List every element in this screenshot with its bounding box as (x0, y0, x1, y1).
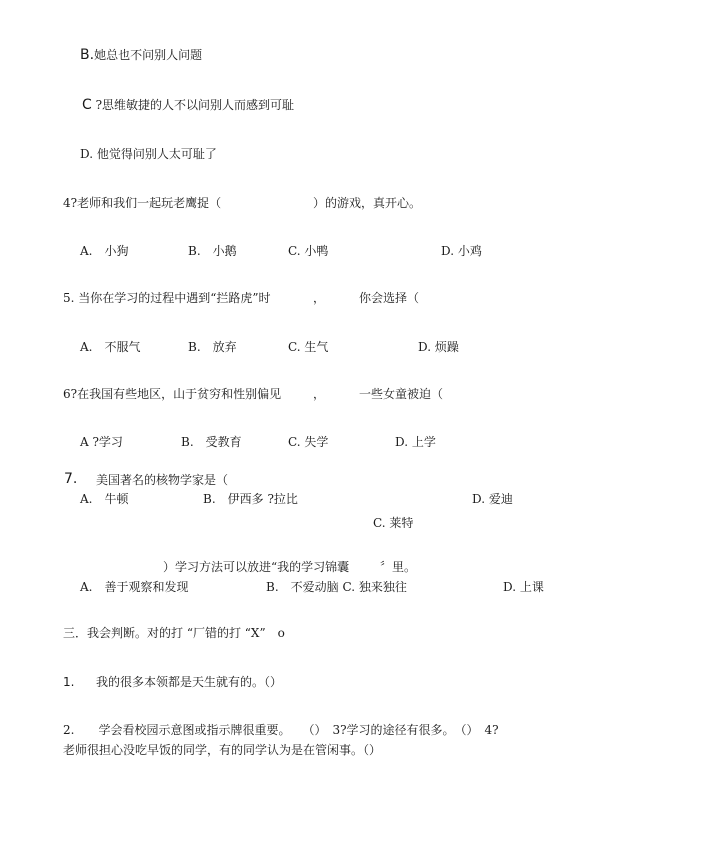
q4-option-a: A. 小狗 (80, 244, 129, 258)
q7-number: 7. (64, 471, 78, 487)
q6-option-c: C. 失学 (288, 435, 329, 449)
q8-stem: ）学习方法可以放进“我的学习锦囊 (163, 560, 350, 574)
q8-option-d: D. 上课 (503, 580, 544, 594)
q3-option-c (82, 97, 294, 113)
q8-stem-end: 〞里。 (380, 560, 417, 574)
q7-stem: 美国著名的核物学家是（ (96, 473, 229, 487)
q7-option-d: D. 爱迪 (472, 492, 513, 506)
section3-item2-line2: 老师很担心没吃早饭的同学，有的同学认为是在管闲事。（） (63, 743, 382, 757)
q3-option-d: D. 他觉得问别人太可耻了 (80, 147, 217, 161)
q5-stem: 5. 当你在学习的过程中遇到“拦路虎”时 (63, 291, 271, 305)
section3-title: 三．我会判断。对的打 “厂错的打 “X” o (63, 626, 285, 640)
q6-stem-end: 一些女童被迫（ (359, 387, 444, 401)
q5-stem-end: 你会选择（ (359, 291, 420, 305)
q6-option-a: A ?学习 (80, 435, 123, 449)
q6-option-b: B. 受教育 (181, 435, 242, 449)
q8-option-a: A. 善于观察和发现 (80, 580, 189, 594)
q3-option-c-letter: C (82, 97, 92, 113)
q5-option-b: B. 放弃 (188, 340, 237, 354)
section3-item1-number: 1. (63, 675, 75, 689)
q5-option-a: A. 不服气 (80, 340, 141, 354)
q3-option-b-letter: B. (80, 47, 95, 63)
q3-option-c-text: ?思维敏捷的人不以问别人而感到可耻 (95, 98, 295, 112)
q4-stem-end: ）的游戏，真开心。 (313, 196, 422, 210)
q6-stem-comma: ， (313, 387, 326, 401)
q6-option-d: D. 上学 (395, 435, 436, 449)
q4-option-c: C. 小鸭 (288, 244, 329, 258)
q4-option-d: D. 小鸡 (441, 244, 482, 258)
q7-option-a: A. 牛顿 (80, 492, 129, 506)
q3-option-b (80, 47, 202, 63)
q7-option-b: B. 伊西多 ?拉比 (203, 492, 298, 506)
q5-stem-comma: ， (313, 291, 326, 305)
q3-option-b-text: 她总也不问别人问题 (94, 48, 203, 62)
q5-option-d: D. 烦躁 (418, 340, 459, 354)
q4-option-b: B. 小鹅 (188, 244, 237, 258)
q5-option-c: C. 生气 (288, 340, 329, 354)
section3-item1-text: 我的很多本领都是天生就有的。（） (96, 675, 283, 689)
section3-item2-line1: 2. 学会看校园示意图或指示牌很重要。 （） 3?学习的途径有很多。 （） 4? (63, 723, 499, 737)
q7-option-c: C. 莱特 (373, 516, 414, 530)
q8-option-b-c: B. 不爱动脑 C. 独来独往 (266, 580, 407, 594)
q4-stem: 4?老师和我们一起玩老鹰捉（ (63, 196, 222, 210)
q6-stem: 6?在我国有些地区，山于贫穷和性别偏见 (63, 387, 282, 401)
